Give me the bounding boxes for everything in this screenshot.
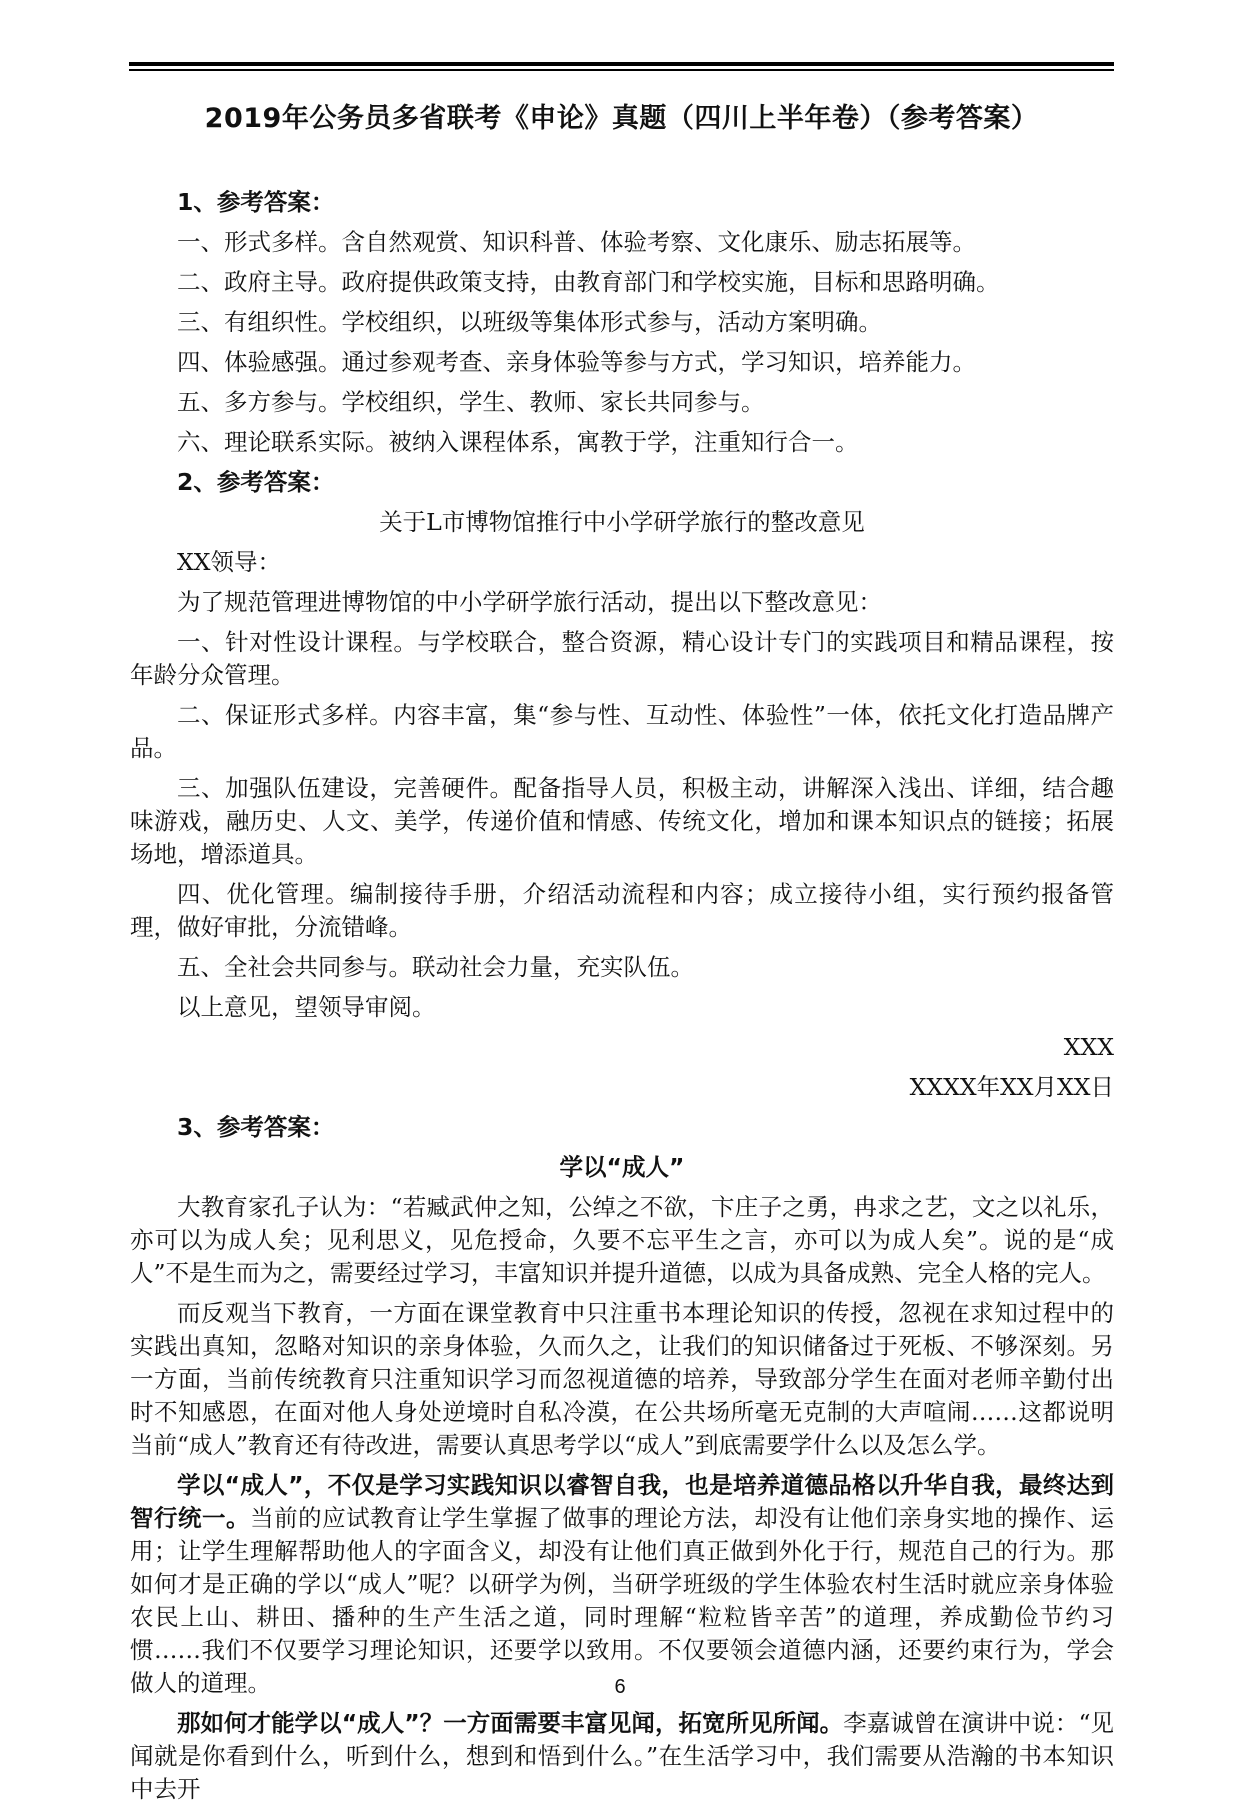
- document-title: 2019年公务员多省联考《申论》真题（四川上半年卷）（参考答案）: [204, 103, 1039, 134]
- letter-item: 四、优化管理。编制接待手册，介绍活动流程和内容；成立接待小组，实行预约报备管理，做好审批，分流错峰。: [130, 880, 1114, 941]
- paragraph-lead: 那如何才能学以“成人”？一方面需要丰富见闻，拓宽所见所闻。: [177, 1709, 844, 1737]
- letter-closing: 以上意见，望领导审阅。: [177, 993, 436, 1021]
- letter-salutation: XX领导：: [177, 548, 281, 576]
- letter-item: 一、针对性设计课程。与学校联合，整合资源，精心设计专门的实践项目和精品课程，按年龄分众管理。: [130, 628, 1114, 689]
- letter-intro: 为了规范管理进博物馆的中小学研学旅行活动，提出以下整改意见：: [177, 588, 882, 616]
- answer-item: 六、理论联系实际。被纳入课程体系，寓教于学，注重知行合一。: [177, 428, 859, 456]
- essay-title: 学以“成人”: [559, 1153, 685, 1181]
- paragraph-text: 当前的应试教育让学生掌握了做事的理论方法，却没有让他们亲身实地的操作、运用；让学生理解帮助他人的字面含义，却没有让他们真正做到外化于行，规范自己的行为。那如何才是正确的学以“成人”呢？以研学为例，当研学班级的学生体验农村生活时就应亲身体验农民上山、耕田、播种的生产生活之道，同时理解“粒粒皆辛苦”的道理，养成勤俭节约习惯……我们不仅要学习理论知识，还要学以致用。不仅要领会道德内涵，还要约束行为，学会做人的道理。: [130, 1504, 1114, 1697]
- letter-item: 三、加强队伍建设，完善硬件。配备指导人员，积极主动，讲解深入浅出、详细，结合趣味游戏，融历史、人文、美学，传递价值和情感、传统文化，增加和课本知识点的链接；拓展场地，增添道具。: [130, 774, 1114, 868]
- essay-paragraph: [130, 1297, 1114, 1462]
- letter-item: 二、保证形式多样。内容丰富，集“参与性、互动性、体验性”一体，依托文化打造品牌产品。: [130, 701, 1114, 762]
- document-body: [130, 186, 1114, 1813]
- section-heading-3: 3、参考答案：: [177, 1113, 335, 1141]
- paragraph-text: 而反观当下教育，一方面在课堂教育中只注重书本理论知识的传授，忽视在求知过程中的实践出真知，忽略对知识的亲身体验，久而久之，让我们的知识储备过于死板、不够深刻。另一方面，当前传统教育只注重知识学习而忽视道德的培养，导致部分学生在面对老师辛勤付出时不知感恩，在面对他人身处逆境时自私冷漠，在公共场所毫无克制的大声喧闹……这都说明当前“成人”教育还有待改进，需要认真思考学以“成人”到底需要学什么以及怎么学。: [130, 1299, 1114, 1459]
- answer-item: 一、形式多样。含自然观赏、知识科普、体验考察、文化康乐、励志拓展等。: [177, 228, 976, 256]
- page-number: 6: [614, 1676, 626, 1698]
- essay-paragraph: [130, 1191, 1114, 1290]
- essay-paragraph: [130, 1707, 1114, 1806]
- header-rule-thick: [129, 62, 1114, 66]
- paragraph-lead: 学以“成人”，不仅是学习实践知识以睿智自我，也是培养道德品格以升华自我，最终达到智行统一。: [130, 1471, 1114, 1532]
- section-heading-1: 1、参考答案：: [177, 188, 335, 216]
- answer-item: 四、体验感强。通过参观考查、亲身体验等参与方式，学习知识，培养能力。: [177, 348, 976, 376]
- essay-paragraph: [130, 1469, 1114, 1700]
- answer-item: 二、政府主导。政府提供政策支持，由教育部门和学校实施，目标和思路明确。: [177, 268, 1000, 296]
- letter-title: 关于L市博物馆推行中小学研学旅行的整改意见: [379, 508, 865, 536]
- letter-date: XXXX年XX月XX日: [909, 1073, 1114, 1101]
- answer-item: 三、有组织性。学校组织，以班级等集体形式参与，活动方案明确。: [177, 308, 882, 336]
- answer-item: 五、多方参与。学校组织，学生、教师、家长共同参与。: [177, 388, 765, 416]
- header-rule-thin: [129, 69, 1114, 71]
- paragraph-text: 大教育家孔子认为：“若臧武仲之知，公绰之不欲，卞庄子之勇，冉求之艺，文之以礼乐，亦可以为成人矣；见利思义，见危授命，久要不忘平生之言，亦可以为成人矣”。说的是“成人”不是生而为之，需要经过学习，丰富知识并提升道德，以成为具备成熟、完全人格的完人。: [130, 1193, 1114, 1287]
- section-heading-2: 2、参考答案：: [177, 468, 335, 496]
- letter-item: 五、全社会共同参与。联动社会力量，充实队伍。: [177, 953, 694, 981]
- paragraph-text: 李嘉诚曾在演讲中说：“见闻就是你看到什么，听到什么，想到和悟到什么。”在生活学习中，我们需要从浩瀚的书本知识中去开: [130, 1709, 1115, 1803]
- letter-signature: XXX: [1063, 1033, 1114, 1061]
